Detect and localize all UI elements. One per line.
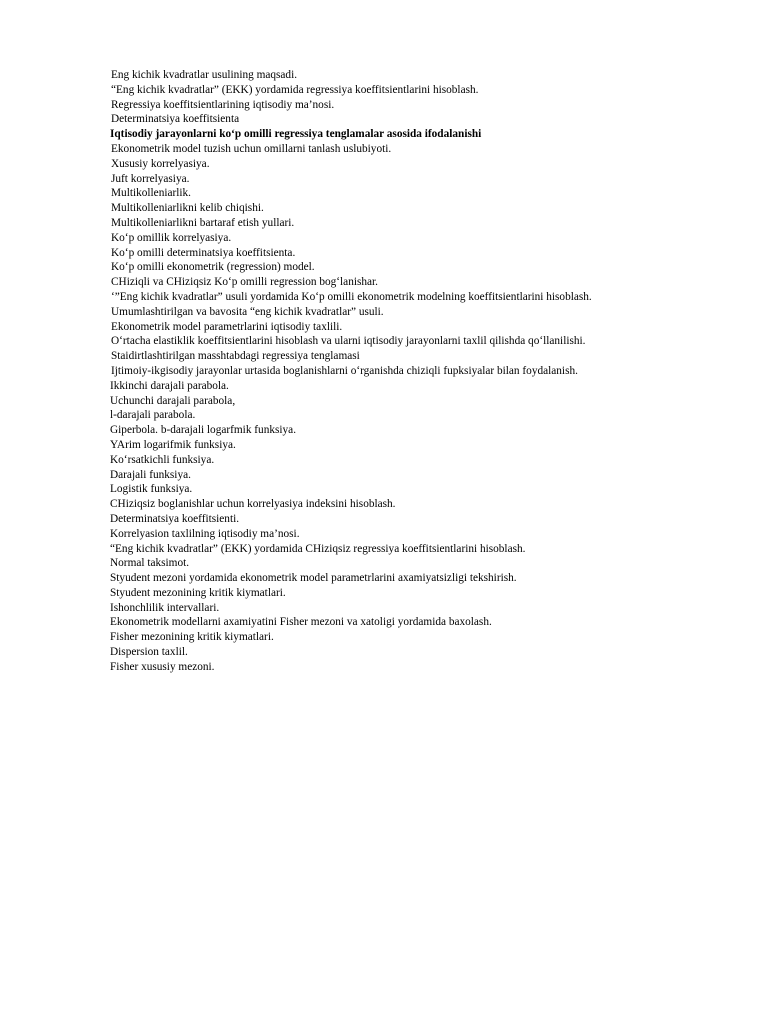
list-line: ‘”Eng kichik kvadratlar” usuli yordamida Ko‘p omilli ekonometrik modelning koeffitsientlarini hisoblash. [111, 290, 592, 303]
list-line: Multikolleniarlik. [111, 187, 192, 200]
list-line: YArim logarifmik funksiya. [110, 438, 236, 451]
list-line: Regressiya koeffitsientlarining iqtisodiy ma’nosi. [111, 98, 335, 111]
list-line: CHiziqli va CHiziqsiz Ko‘p omilli regression bog‘lanishar. [111, 276, 379, 289]
list-line: Dispersion taxlil. [110, 646, 188, 659]
list-line: “Eng kichik kvadratlar” (EKK) yordamida CHiziqsiz regressiya koeffitsientlarini hisoblash. [110, 542, 526, 555]
list-line: Multikolleniarlikni kelib chiqishi. [111, 202, 264, 215]
list-line: Giperbola. b-darajali logarfmik funksiya. [110, 424, 297, 437]
list-line: Styudent mezoni yordamida ekonometrik model parametrlarini axamiyatsizligi tekshirish. [110, 572, 517, 585]
list-line: Ko‘p omilli ekonometrik (regression) model. [111, 261, 315, 274]
list-line: Juft korrelyasiya. [111, 172, 190, 185]
list-line: Logistik funksiya. [110, 483, 193, 496]
list-line: l-darajali parabola. [110, 409, 196, 422]
list-line: Ekonometrik model tuzish uchun omillarni tanlash uslubiyoti. [111, 142, 392, 155]
list-line: Ekonometrik model parametrlarini iqtisodiy taxlili. [111, 320, 343, 333]
list-line: Darajali funksiya. [110, 468, 191, 481]
list-line: Determinatsiya koeffitsienta [111, 113, 240, 126]
list-line: Fisher mezonining kritik kiymatlari. [110, 631, 274, 644]
list-line: Normal taksimot. [110, 557, 190, 570]
section-heading: Iqtisodiy jarayonlarni ko‘p omilli regressiya tenglamalar asosida ifodalanishi [110, 128, 482, 141]
list-line: Xususiy korrelyasiya. [111, 157, 210, 170]
list-line: CHiziqsiz boglanishlar uchun korrelyasiya indeksini hisoblash. [110, 498, 396, 511]
list-line: Umumlashtirilgan va bavosita “eng kichik kvadratlar” usuli. [111, 305, 384, 318]
list-line: Korrelyasion taxlilning iqtisodiy ma’nosi. [110, 527, 300, 540]
list-line: O‘rtacha elastiklik koeffitsientlarini hisoblash va ularni iqtisodiy jarayonlarni taxlil qilishda qo‘llanilishi. [111, 335, 586, 348]
list-line: Ikkinchi darajali parabola. [110, 379, 229, 392]
list-line: Multikolleniarlikni bartaraf etish yullari. [111, 216, 295, 229]
list-line: Ko‘p omilli determinatsiya koeffitsienta. [111, 246, 296, 259]
list-line: Ko‘p omillik korrelyasiya. [111, 231, 232, 244]
list-line: Eng kichik kvadratlar usulining maqsadi. [111, 69, 298, 81]
list-line: Ekonometrik modellarni axamiyatini Fisher mezoni va xatoligi yordamida baxolash. [110, 616, 492, 629]
list-line: Ko‘rsatkichli funksiya. [110, 453, 215, 466]
list-line: Ishonchlilik intervallari. [110, 601, 220, 614]
document-lines [0, 68, 768, 675]
list-line: Ijtimoiy-ikgisodiy jarayonlar urtasida boglanishlarni o‘rganishda chiziqli fupksiyalar bilan foydalanish. [111, 364, 578, 377]
list-line: Fisher xususiy mezoni. [110, 660, 215, 673]
list-line: Staidirtlashtirilgan masshtabdagi regressiya tenglamasi [111, 350, 360, 363]
list-line: Styudent mezonining kritik kiymatlari. [110, 586, 286, 599]
list-line: Uchunchi darajali parabola, [110, 394, 236, 407]
list-line: “Eng kichik kvadratlar” (EKK) yordamida regressiya koeffitsientlarini hisoblash. [111, 83, 479, 96]
list-line: Determinatsiya koeffitsienti. [110, 512, 240, 525]
